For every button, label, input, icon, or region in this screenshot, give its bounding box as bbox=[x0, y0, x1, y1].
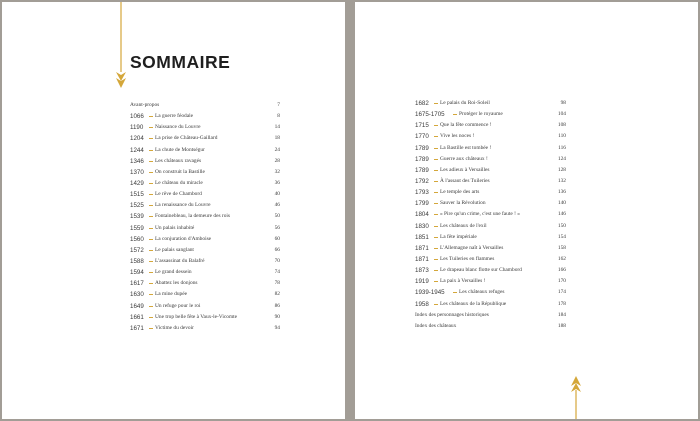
toc-entry bbox=[130, 133, 280, 144]
toc-entry bbox=[415, 143, 566, 154]
toc-entry-page: 150 bbox=[557, 222, 566, 229]
toc-entry bbox=[415, 276, 566, 287]
toc-entry-year: 1617 bbox=[130, 280, 144, 288]
toc-entry-label: La guerre féodale bbox=[155, 113, 194, 120]
toc-entry-year: 1649 bbox=[130, 302, 144, 310]
toc-entry bbox=[130, 312, 280, 323]
toc-entry-page: 18 bbox=[274, 135, 280, 142]
toc-entry-year: 1873 bbox=[415, 267, 429, 275]
toc-entry-page: 162 bbox=[557, 255, 566, 262]
toc-entry-label: Le temple des arts bbox=[440, 189, 480, 196]
toc-entry-year: 1871 bbox=[415, 244, 429, 252]
toc-entry-year: 1799 bbox=[415, 200, 429, 208]
toc-entry-page: 8 bbox=[277, 113, 280, 120]
toc-entry-year: 1539 bbox=[130, 213, 144, 221]
toc-entry bbox=[130, 167, 280, 178]
toc-entry bbox=[130, 323, 280, 334]
toc-entry-year: 1919 bbox=[415, 278, 429, 286]
toc-entry-label: Le château du miracle bbox=[155, 179, 203, 186]
toc-entry-page: 104 bbox=[557, 111, 566, 118]
toc-entry bbox=[130, 267, 280, 278]
toc-entry-year: 1671 bbox=[130, 324, 144, 332]
toc-entry-year: 1525 bbox=[130, 202, 144, 210]
toc-entry-label: La chute de Montségur bbox=[155, 146, 205, 153]
toc-entry-year: 1066 bbox=[130, 113, 144, 121]
toc-entry-dash bbox=[149, 205, 153, 206]
toc-entry-year: 1804 bbox=[415, 211, 429, 219]
toc-entry-dash bbox=[434, 170, 438, 171]
toc-entry-dash bbox=[434, 181, 438, 182]
toc-entry-year: 1792 bbox=[415, 177, 429, 185]
toc-entry-label: Les adieux à Versailles bbox=[440, 166, 490, 173]
toc-entry-year: 1559 bbox=[130, 224, 144, 232]
toc-entry-dash bbox=[434, 304, 438, 305]
toc-entry bbox=[130, 211, 280, 222]
toc-entry-year: 1370 bbox=[130, 168, 144, 176]
toc-entry-label: Le palais du Roi-Soleil bbox=[440, 100, 490, 106]
toc-entry-dash bbox=[434, 203, 438, 204]
toc-entry bbox=[130, 200, 280, 211]
toc-entry bbox=[130, 122, 280, 133]
toc-entry-label: La conjuration d'Amboise bbox=[155, 235, 212, 242]
toc-entry-label: La prise de Château-Gaillard bbox=[155, 135, 218, 142]
toc-entry bbox=[130, 278, 280, 289]
toc-entry-label: Un refuge pour le roi bbox=[155, 302, 201, 309]
toc-entry-page: 24 bbox=[274, 146, 280, 153]
toc-entry-page: 46 bbox=[274, 202, 280, 209]
toc-entry bbox=[415, 287, 566, 298]
toc-entry-label: L'assassinat du Balafré bbox=[155, 257, 205, 264]
toc-entry-label: Abattez les donjons bbox=[155, 280, 198, 287]
toc-entry-page: 132 bbox=[557, 177, 566, 184]
toc-entry-page: 14 bbox=[274, 124, 280, 131]
toc-entry-page: 78 bbox=[274, 280, 280, 287]
right-page bbox=[355, 2, 698, 419]
toc-entry-year: 1715 bbox=[415, 122, 429, 130]
toc-entry-year: 1572 bbox=[130, 246, 144, 254]
toc-entry-dash bbox=[149, 150, 153, 151]
toc-entry bbox=[415, 165, 566, 176]
toc-entry-year: 1958 bbox=[415, 300, 429, 308]
toc-entry-year: 1851 bbox=[415, 233, 429, 241]
toc-entry bbox=[415, 321, 566, 332]
toc-entry-page: 28 bbox=[274, 157, 280, 164]
toc-entry-dash bbox=[434, 226, 438, 227]
toc-entry-label: Guerre aux châteaux ! bbox=[440, 155, 488, 162]
toc-entry-dash bbox=[149, 317, 153, 318]
toc-entry-dash bbox=[149, 306, 153, 307]
toc-entry bbox=[415, 198, 566, 209]
toc-entry-page: 90 bbox=[274, 313, 280, 320]
toc-entry bbox=[415, 299, 566, 310]
toc-entry-label: Avant-propos bbox=[130, 102, 160, 108]
toc-entry-label: Les châteaux refuges bbox=[459, 289, 505, 296]
toc-entry bbox=[415, 254, 566, 265]
toc-entry-dash bbox=[434, 103, 438, 104]
toc-entry-dash bbox=[149, 261, 153, 262]
toc-entry bbox=[130, 189, 280, 200]
toc-entry bbox=[130, 234, 280, 245]
toc-entry-dash bbox=[434, 136, 438, 137]
toc-entry-label: Les châteaux de la République bbox=[440, 300, 507, 307]
toc-entry-dash bbox=[434, 148, 438, 149]
toc-entry-year: 1682 bbox=[415, 100, 429, 107]
gold-arrow-ornament-icon bbox=[114, 2, 128, 90]
toc-entry-year: 1789 bbox=[415, 166, 429, 174]
toc-entry bbox=[130, 100, 280, 111]
toc-entry-dash bbox=[453, 114, 457, 115]
toc-entry-dash bbox=[434, 192, 438, 193]
toc-entry-year: 1939-1945 bbox=[415, 289, 445, 297]
toc-entry bbox=[415, 209, 566, 220]
toc-entry-label: Le drapeau blanc flotte sur Chambord bbox=[440, 267, 522, 274]
toc-entry-dash bbox=[149, 172, 153, 173]
toc-entry-label: La fête impériale bbox=[440, 233, 477, 240]
toc-entry-page: 66 bbox=[274, 246, 280, 253]
toc-entry-dash bbox=[149, 328, 153, 329]
toc-entry-page: 140 bbox=[557, 200, 566, 207]
toc-entry bbox=[415, 232, 566, 243]
toc-entry-label: Que la fête commence ! bbox=[440, 122, 492, 129]
toc-entry-year: 1594 bbox=[130, 269, 144, 277]
toc-entry-dash bbox=[149, 294, 153, 295]
toc-entry bbox=[415, 154, 566, 165]
toc-entry bbox=[415, 187, 566, 198]
toc-entry-label: L'Allemagne naît à Versailles bbox=[440, 244, 504, 251]
toc-entry-year: 1789 bbox=[415, 144, 429, 152]
toc-entry-page: 86 bbox=[274, 302, 280, 309]
toc-entry-year: 1588 bbox=[130, 257, 144, 265]
toc-entry-label: Victime du devoir bbox=[155, 324, 194, 331]
toc-entry-page: 110 bbox=[558, 133, 566, 140]
toc-entry-dash bbox=[149, 127, 153, 128]
toc-entry-page: 178 bbox=[557, 300, 566, 307]
toc-entry bbox=[130, 178, 280, 189]
toc-entry-dash bbox=[149, 116, 153, 117]
toc-entry-label: Index des châteaux bbox=[415, 322, 457, 329]
toc-entry-dash bbox=[149, 272, 153, 273]
toc-entry-label: Le grand dessein bbox=[155, 269, 192, 276]
toc-entry-year: 1429 bbox=[130, 179, 144, 187]
toc-entry-page: 116 bbox=[558, 144, 566, 151]
toc-entry-year: 1560 bbox=[130, 235, 144, 243]
toc-entry-label: « Pire qu'un crime, c'est une faute ! » bbox=[440, 211, 520, 218]
toc-entry-label: Un palais inhabité bbox=[155, 224, 195, 231]
gold-arrow-ornament-icon bbox=[569, 376, 583, 419]
toc-entry-page: 36 bbox=[274, 179, 280, 186]
toc-entry-dash bbox=[149, 228, 153, 229]
toc-entry-dash bbox=[434, 237, 438, 238]
toc-entry-dash bbox=[149, 183, 153, 184]
toc-entry bbox=[130, 301, 280, 312]
toc-entry-label: Vive les noces ! bbox=[440, 133, 475, 140]
toc-entry-page: 136 bbox=[557, 189, 566, 196]
toc-entry bbox=[415, 176, 566, 187]
toc-entry-page: 32 bbox=[274, 168, 280, 175]
toc-entry-label: Une trop belle fête à Vaux-le-Vicomte bbox=[155, 313, 238, 320]
toc-entry-label: La renaissance du Louvre bbox=[155, 202, 211, 209]
toc-entry-label: Le palais sanglant bbox=[155, 246, 194, 253]
toc-entry-label: Index des personnages historiques bbox=[415, 311, 489, 318]
toc-entry-page: 74 bbox=[274, 269, 280, 276]
toc-entry-dash bbox=[434, 259, 438, 260]
toc-entry-dash bbox=[149, 161, 153, 162]
toc-list-left bbox=[130, 100, 280, 334]
toc-entry-page: 7 bbox=[277, 102, 280, 108]
toc-entry-page: 94 bbox=[274, 324, 280, 331]
toc-entry-label: Les Tuileries en flammes bbox=[440, 255, 495, 262]
toc-entry-year: 1346 bbox=[130, 157, 144, 165]
toc-entry-label: Naissance du Louvre bbox=[155, 124, 201, 131]
toc-entry bbox=[130, 245, 280, 256]
toc-entry-page: 184 bbox=[557, 311, 566, 318]
toc-entry-year: 1630 bbox=[130, 291, 144, 299]
toc-entry-year: 1789 bbox=[415, 155, 429, 163]
left-page bbox=[2, 2, 345, 419]
toc-entry bbox=[130, 256, 280, 267]
toc-entry-page: 50 bbox=[274, 213, 280, 220]
toc-entry bbox=[415, 98, 566, 109]
toc-entry bbox=[415, 243, 566, 254]
toc-entry-year: 1675-1705 bbox=[415, 111, 445, 119]
toc-entry-dash bbox=[149, 239, 153, 240]
toc-entry-dash bbox=[149, 216, 153, 217]
toc-entry-label: Les châteaux de l'exil bbox=[440, 222, 487, 229]
toc-entry-year: 1793 bbox=[415, 189, 429, 197]
toc-entry bbox=[130, 156, 280, 167]
toc-entry-page: 128 bbox=[557, 166, 566, 173]
toc-entry-page: 124 bbox=[557, 155, 566, 162]
toc-entry bbox=[415, 221, 566, 232]
toc-entry-label: Protéger le royaume bbox=[459, 111, 503, 118]
toc-entry-label: La paix à Versailles ! bbox=[440, 278, 486, 285]
toc-entry-dash bbox=[453, 292, 457, 293]
toc-entry-dash bbox=[434, 159, 438, 160]
toc-entry-page: 40 bbox=[274, 191, 280, 198]
toc-entry-dash bbox=[434, 248, 438, 249]
toc-entry-year: 1190 bbox=[130, 124, 144, 132]
toc-entry-label: Fontainebleau, la demeure des rois bbox=[155, 213, 230, 220]
toc-entry-year: 1515 bbox=[130, 191, 144, 199]
toc-entry-dash bbox=[149, 138, 153, 139]
toc-entry bbox=[415, 310, 566, 321]
toc-entry-year: 1871 bbox=[415, 255, 429, 263]
toc-entry-year: 1661 bbox=[130, 313, 144, 321]
toc-entry-page: 170 bbox=[557, 278, 566, 285]
toc-entry-page: 60 bbox=[274, 235, 280, 242]
toc-entry-page: 146 bbox=[557, 211, 566, 218]
toc-entry-year: 1204 bbox=[130, 135, 144, 143]
toc-entry-label: Le rêve de Chambord bbox=[155, 191, 202, 198]
toc-entry-page: 70 bbox=[274, 257, 280, 264]
toc-entry bbox=[415, 131, 566, 142]
toc-entry-year: 1830 bbox=[415, 222, 429, 230]
toc-entry-dash bbox=[434, 270, 438, 271]
toc-entry-page: 154 bbox=[557, 233, 566, 240]
toc-entry-page: 166 bbox=[557, 267, 566, 274]
toc-entry-page: 108 bbox=[557, 122, 566, 129]
toc-entry bbox=[130, 111, 280, 122]
toc-entry-dash bbox=[434, 281, 438, 282]
toc-entry-dash bbox=[149, 250, 153, 251]
toc-entry-page: 188 bbox=[557, 322, 566, 329]
toc-entry-page: 174 bbox=[557, 289, 566, 296]
toc-entry-dash bbox=[434, 214, 438, 215]
toc-entry-year: 1770 bbox=[415, 133, 429, 141]
toc-entry bbox=[130, 289, 280, 300]
toc-entry-dash bbox=[149, 194, 153, 195]
page-title: SOMMAIRE bbox=[130, 52, 231, 72]
toc-entry bbox=[415, 265, 566, 276]
toc-entry-page: 56 bbox=[274, 224, 280, 231]
toc-entry bbox=[130, 223, 280, 234]
toc-entry-label: À l'assaut des Tuileries bbox=[440, 177, 490, 184]
toc-entry-page: 98 bbox=[560, 100, 566, 106]
toc-entry-page: 82 bbox=[274, 291, 280, 298]
toc-entry bbox=[415, 109, 566, 120]
toc-entry-dash bbox=[434, 125, 438, 126]
toc-entry-label: Les châteaux ravagés bbox=[155, 157, 202, 164]
toc-entry-year: 1244 bbox=[130, 146, 144, 154]
toc-entry-label: On construit la Bastille bbox=[155, 168, 205, 175]
toc-entry-page: 158 bbox=[557, 244, 566, 251]
toc-list-right bbox=[415, 98, 566, 332]
toc-entry bbox=[130, 145, 280, 156]
toc-entry-label: La Bastille est tombée ! bbox=[440, 144, 492, 151]
toc-entry-dash bbox=[149, 283, 153, 284]
toc-entry-label: La mine dupée bbox=[155, 291, 188, 298]
toc-entry-label: Sauver la Révolution bbox=[440, 200, 486, 207]
toc-entry bbox=[415, 120, 566, 131]
